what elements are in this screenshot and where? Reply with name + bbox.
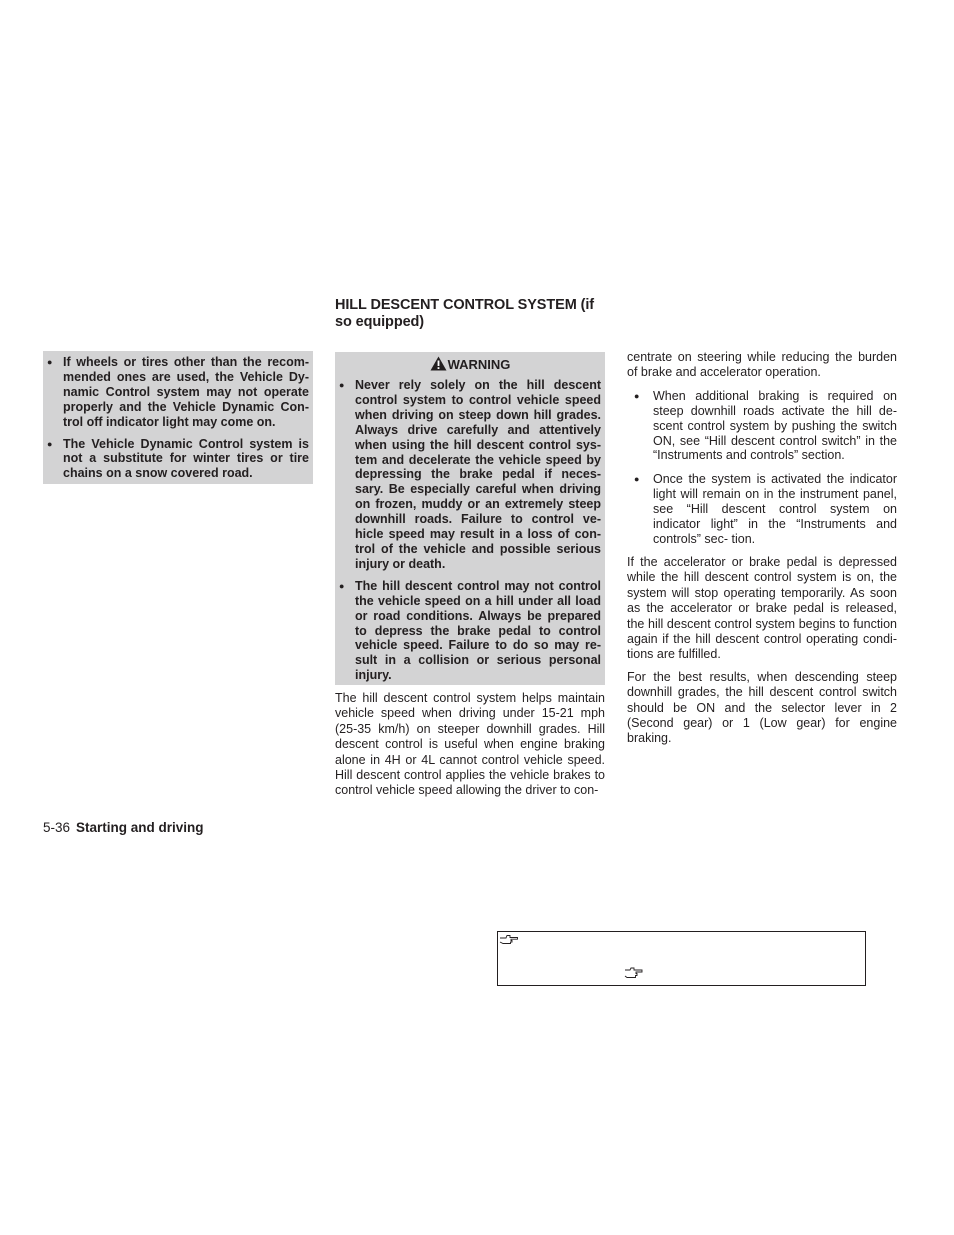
reference-box xyxy=(497,931,866,986)
section-title xyxy=(335,297,615,331)
pointing-hand-icon xyxy=(624,966,644,984)
activation-item: ● Once the system is activated the indicator light will remain on in the instrument panel, see “Hill descent control system on indicator light” in the “Instruments and controls” sec- tion. xyxy=(627,472,897,547)
right-column xyxy=(627,350,897,754)
pointing-hand-icon xyxy=(499,933,519,951)
warning-item: ● Never rely solely on the hill descent control system to control vehicle speed when driving on steep down hill grades. Always drive carefully and attentively when using the hill descent control sys- tem and decelerate the vehicle speed by depressing the brake pedal if neces- sary. Be especially careful when driving on frozen, muddy or an extremely steep downhill roads. Failure to control ve- hicle speed may result in a loss of con- trol of the vehicle and possible serious injury or death. xyxy=(337,378,601,572)
vdc-note-list xyxy=(45,355,309,481)
vdc-note-box xyxy=(43,351,313,484)
warning-box xyxy=(335,352,605,685)
warning-label: WARNING xyxy=(447,357,511,372)
page-footer xyxy=(43,820,204,836)
footer-section-name: Starting and driving xyxy=(76,820,204,835)
warning-item: ● The hill descent control may not control the vehicle speed on a hill under all load or road conditions. Always be prepared to depress the brake pedal to control vehicle speed. Failure to do so may re- sult in a collision or serious personal injury. xyxy=(337,579,601,683)
page-number: 5-36 xyxy=(43,820,71,835)
activation-list xyxy=(627,389,897,547)
pedal-paragraph: If the accelerator or brake pedal is depressed while the hill descent control system is on, the system will stop operating temporarily. As soon as the accelerator or brake pedal is released, the hill descent control system begins to function again if the hill descent control operating condi- tions are fulfilled. xyxy=(627,554,897,662)
activation-item: ● When additional braking is required on steep downhill roads activate the hill de- scent control system by pushing the switch ON, see “Hill descent control switch” in the “Instruments and controls” section. xyxy=(627,389,897,464)
continued-paragraph: centrate on steering while reducing the burden of brake and accelerator operation. xyxy=(627,350,897,380)
warning-list xyxy=(337,378,601,683)
warning-triangle-icon xyxy=(430,356,447,374)
intro-paragraph: The hill descent control system helps maintain vehicle speed when driving under 15-21 mph (25-35 km/h) on steeper downhill grades. Hill descent control is useful when engine braking alone in 4H or 4L cannot control vehicle speed. Hill descent control applies the vehicle brakes to control vehicle speed allowing the driver to con- xyxy=(335,691,605,798)
section-title-line1: HILL DESCENT CONTROL SYSTEM (if xyxy=(335,297,594,313)
vdc-note-item: ● If wheels or tires other than the recom- mended ones are used, the Vehicle Dy- namic Control system may not operate properly and the Vehicle Dynamic Con- trol off indicator light may come on. xyxy=(45,355,309,430)
section-title-line2: so equipped) xyxy=(335,314,425,330)
best-results-paragraph: For the best results, when descending steep downhill grades, the hill descent control switch should be ON and the selector lever in 2 (Second gear) or 1 (Low gear) for engine braking. xyxy=(627,669,897,746)
warning-heading xyxy=(335,356,605,374)
vdc-note-item: ● The Vehicle Dynamic Control system is not a substitute for winter tires or tire chains on a snow covered road. xyxy=(45,437,309,482)
